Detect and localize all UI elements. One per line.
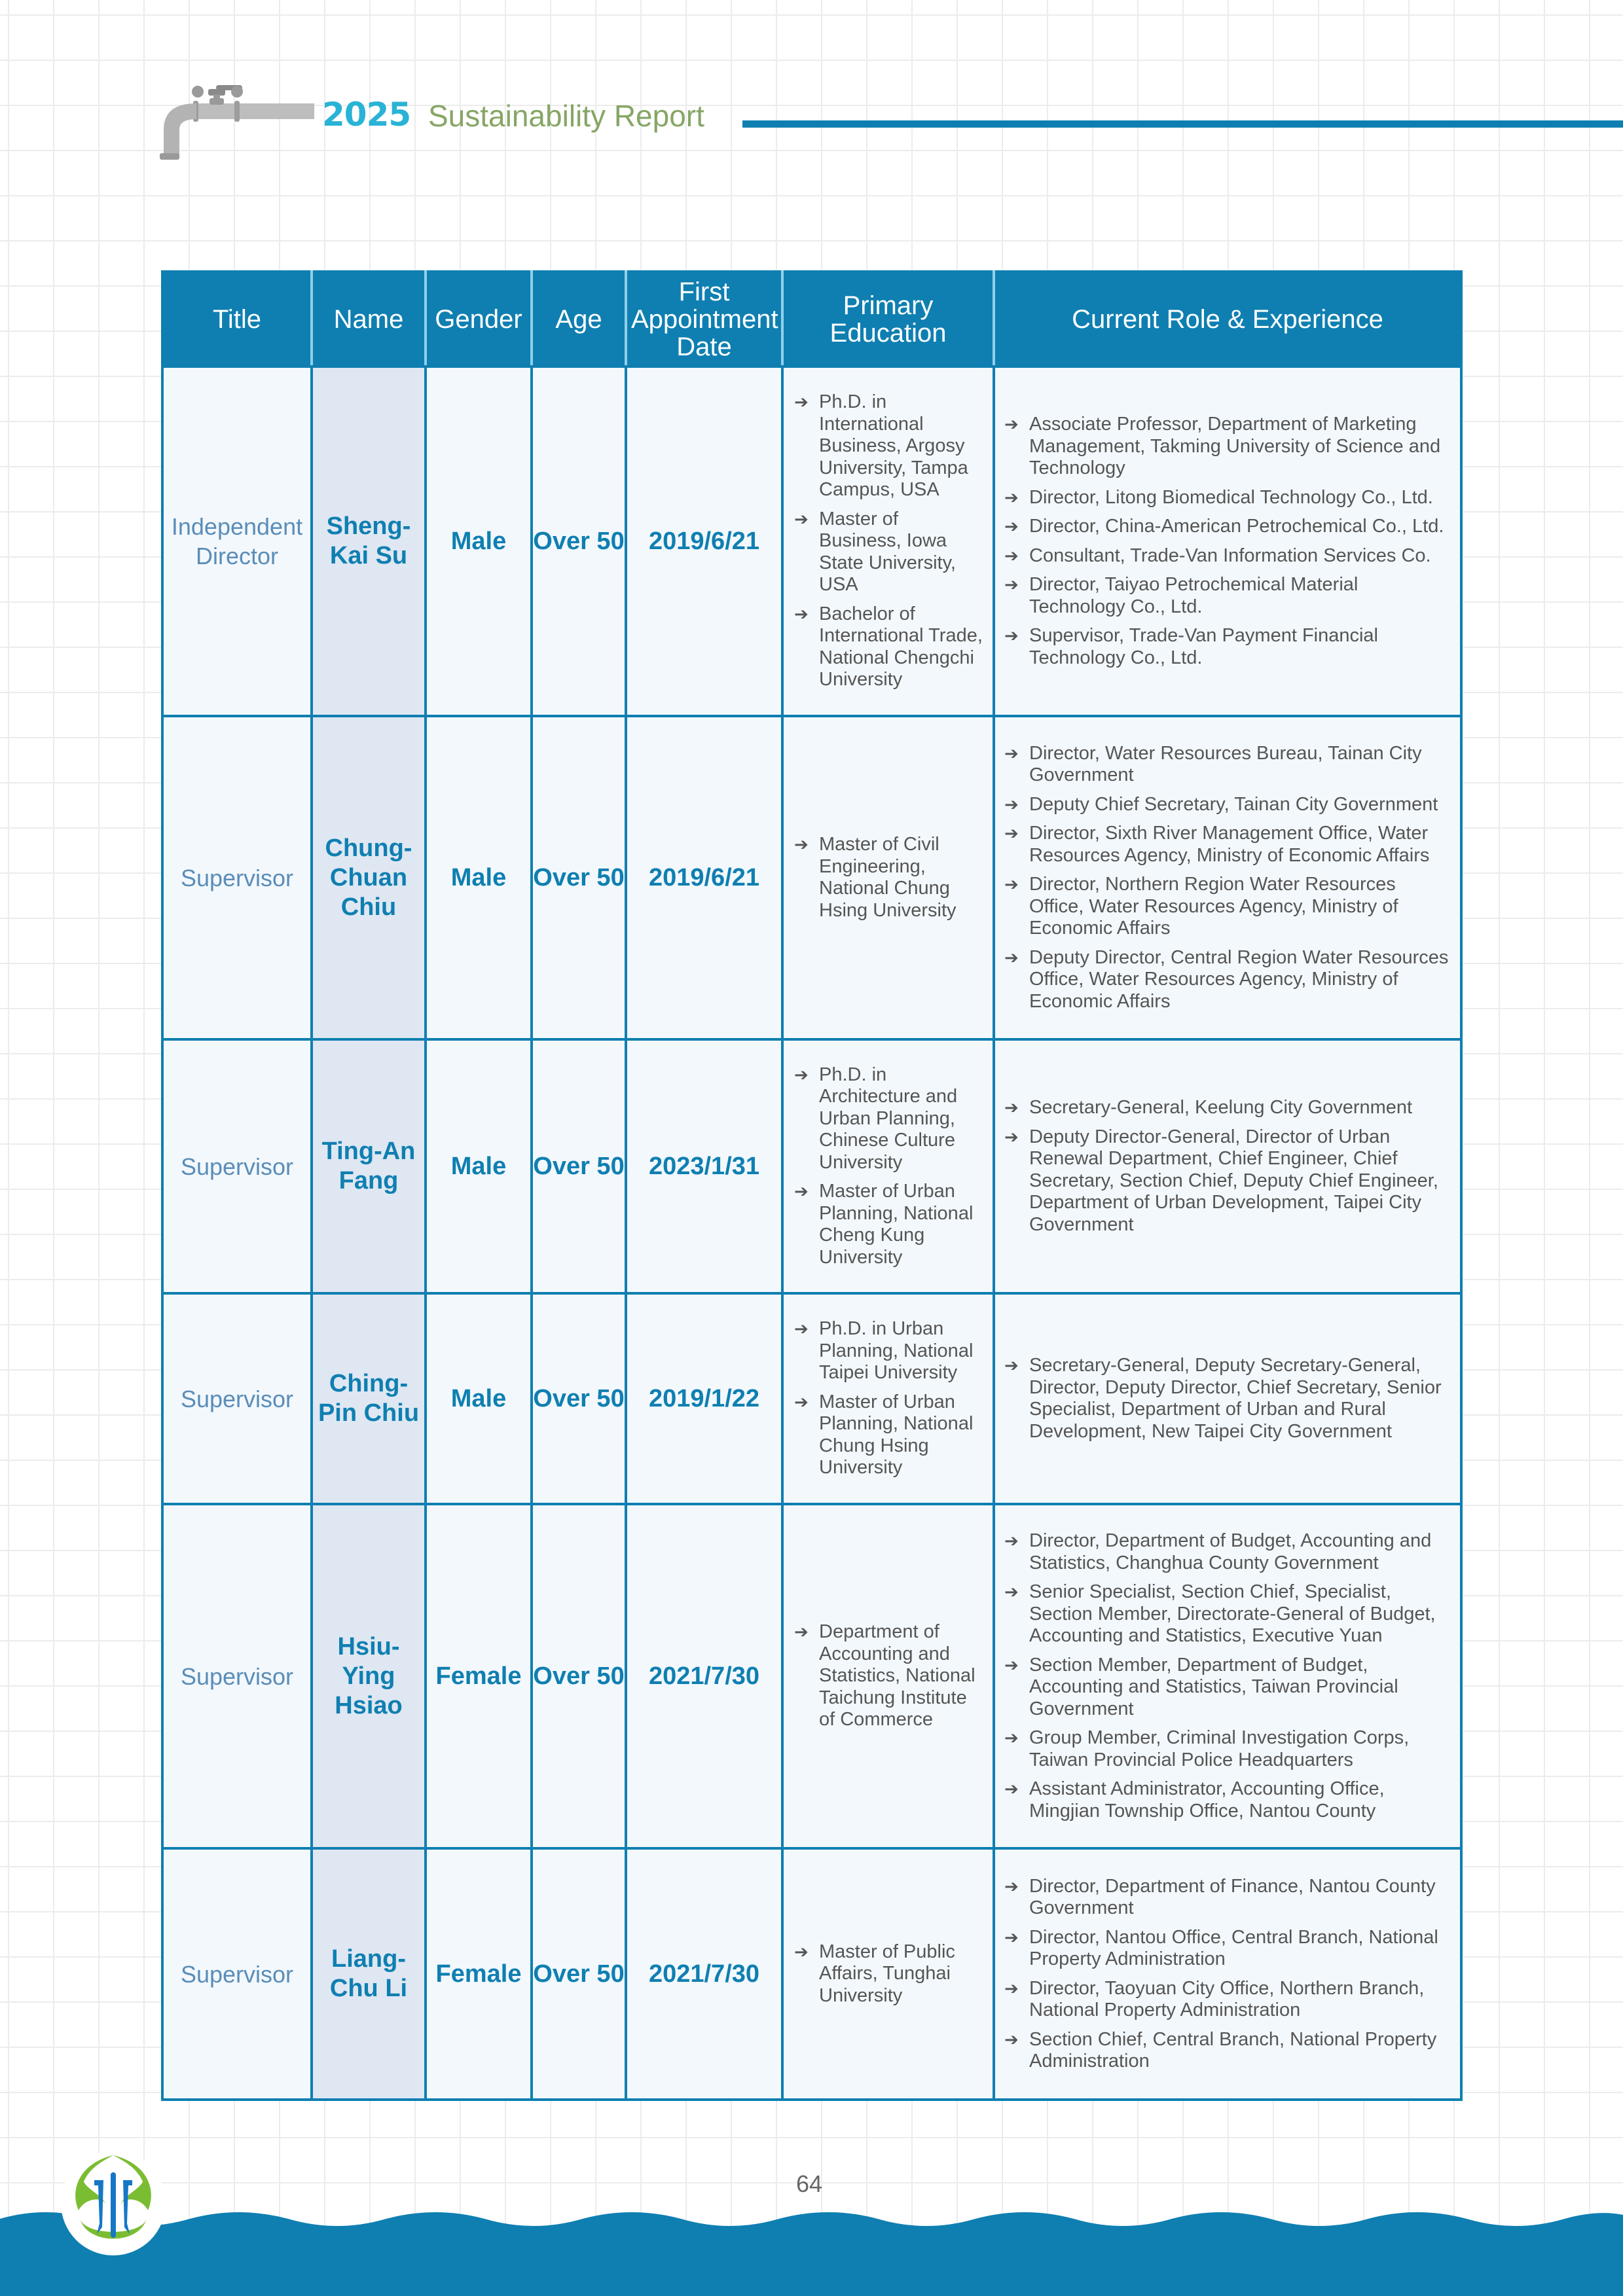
arrow-right-icon: ➔ [1004, 947, 1019, 967]
arrow-right-icon: ➔ [1004, 1876, 1019, 1896]
member-appointment-date: 2021/7/30 [626, 1504, 782, 1848]
experience-item [1004, 794, 1455, 816]
member-name: Sheng-Kai Su [312, 367, 426, 716]
member-appointment-date: 2019/1/22 [626, 1293, 782, 1504]
member-name: Ting-An Fang [312, 1039, 426, 1293]
table-row [162, 1848, 1461, 2100]
board-members-table [161, 270, 1463, 2101]
experience-item [1004, 1778, 1455, 1822]
arrow-right-icon: ➔ [1004, 626, 1019, 645]
experience-item [1004, 1727, 1455, 1771]
member-experience [994, 1504, 1461, 1848]
experience-item [1004, 545, 1455, 567]
arrow-right-icon: ➔ [1004, 516, 1019, 536]
arrow-right-icon: ➔ [794, 1622, 809, 1642]
arrow-right-icon: ➔ [1004, 874, 1019, 895]
education-item [794, 1391, 985, 1479]
column-header-title: Title [162, 272, 312, 367]
experience-item [1004, 874, 1455, 940]
member-name: Chung-Chuan Chiu [312, 716, 426, 1039]
report-year: 2025 [322, 96, 411, 134]
arrow-right-icon: ➔ [1004, 1126, 1019, 1147]
arrow-right-icon: ➔ [794, 1181, 809, 1202]
arrow-right-icon: ➔ [794, 834, 809, 854]
member-title: Independent Director [162, 367, 312, 716]
member-title: Supervisor [162, 1848, 312, 2100]
experience-item [1004, 947, 1455, 1013]
member-experience [994, 716, 1461, 1039]
member-appointment-date: 2019/6/21 [626, 367, 782, 716]
experience-item [1004, 1355, 1455, 1443]
item-text: Senior Specialist, Section Chief, Specialist, Section Member, Directorate-General of Budget, Accounting and Statistics, Executive Yuan [1029, 1581, 1436, 1646]
arrow-right-icon: ➔ [1004, 1098, 1019, 1117]
member-gender: Male [426, 367, 532, 716]
experience-item [1004, 1876, 1455, 1920]
arrow-right-icon: ➔ [794, 1941, 809, 1962]
experience-item [1004, 2029, 1455, 2073]
arrow-right-icon: ➔ [1004, 743, 1019, 763]
member-age: Over 50 [532, 716, 626, 1039]
arrow-right-icon: ➔ [1004, 575, 1019, 594]
experience-item [1004, 1097, 1455, 1119]
item-text: Director, Department of Budget, Accounting and Statistics, Changhua County Government [1029, 1530, 1432, 1573]
member-gender: Male [426, 1293, 532, 1504]
table-row [162, 1293, 1461, 1504]
education-item [794, 603, 985, 691]
footer-wave [0, 2206, 1623, 2296]
item-text: Ph.D. in Architecture and Urban Planning, Chinese Culture University [819, 1064, 958, 1173]
column-header-current-role: Current Role & Experience [994, 272, 1461, 367]
item-text: Director, Sixth River Management Office, Water Resources Agency, Ministry of Economic Affairs [1029, 823, 1430, 866]
arrow-right-icon: ➔ [1004, 1978, 1019, 1998]
column-header-first-appointment-date: First Appointment Date [626, 272, 782, 367]
table-row [162, 1039, 1461, 1293]
experience-item [1004, 823, 1455, 867]
education-item [794, 834, 985, 922]
arrow-right-icon: ➔ [1004, 1655, 1019, 1675]
item-text: Master of Urban Planning, National Chung Hsing University [819, 1391, 974, 1479]
experience-item [1004, 1126, 1455, 1236]
arrow-right-icon: ➔ [1004, 794, 1019, 814]
member-experience [994, 1848, 1461, 2100]
experience-item [1004, 487, 1455, 509]
header-rule [742, 120, 1623, 128]
member-appointment-date: 2021/7/30 [626, 1848, 782, 2100]
company-logo-icon [60, 2150, 166, 2256]
column-header-gender: Gender [426, 272, 532, 367]
member-gender: Male [426, 1039, 532, 1293]
arrow-right-icon: ➔ [1004, 2029, 1019, 2049]
arrow-right-icon: ➔ [1004, 1531, 1019, 1551]
arrow-right-icon: ➔ [1004, 1927, 1019, 1947]
item-text: Director, Taoyuan City Office, Northern Branch, National Property Administration [1029, 1977, 1425, 2020]
item-text: Section Member, Department of Budget, Accounting and Statistics, Taiwan Provincial Government [1029, 1654, 1398, 1719]
member-experience [994, 1039, 1461, 1293]
arrow-right-icon: ➔ [1004, 823, 1019, 844]
column-header-age: Age [532, 272, 626, 367]
item-text: Director, Northern Region Water Resources Office, Water Resources Agency, Ministry of Economic Affairs [1029, 874, 1398, 939]
member-title: Supervisor [162, 1039, 312, 1293]
item-text: Director, Water Resources Bureau, Tainan City Government [1029, 742, 1422, 786]
item-text: Group Member, Criminal Investigation Corps, Taiwan Provincial Police Headquarters [1029, 1727, 1410, 1770]
member-education [782, 1848, 994, 2100]
table-row [162, 367, 1461, 716]
experience-item [1004, 1530, 1455, 1574]
item-text: Master of Urban Planning, National Cheng Kung University [819, 1181, 974, 1268]
item-text: Secretary-General, Deputy Secretary-General, Director, Deputy Director, Chief Secretary, Senior Specialist, Department of Urban and Rural Development, New Taipei City Government [1029, 1355, 1442, 1442]
arrow-right-icon: ➔ [794, 1064, 809, 1085]
item-text: Deputy Director, Central Region Water Resources Office, Water Resources Agency, Ministry of Economic Affairs [1029, 946, 1449, 1012]
member-name: Liang-Chu Li [312, 1848, 426, 2100]
member-age: Over 50 [532, 1039, 626, 1293]
member-title: Supervisor [162, 716, 312, 1039]
member-education [782, 716, 994, 1039]
member-education [782, 367, 994, 716]
member-gender: Male [426, 716, 532, 1039]
education-item [794, 391, 985, 501]
item-text: Director, Department of Finance, Nantou County Government [1029, 1875, 1436, 1918]
arrow-right-icon: ➔ [1004, 1779, 1019, 1799]
education-item [794, 1621, 985, 1731]
member-name: Hsiu-Ying Hsiao [312, 1504, 426, 1848]
table-row [162, 716, 1461, 1039]
experience-item [1004, 414, 1455, 480]
item-text: Master of Public Affairs, Tunghai University [819, 1941, 955, 2006]
item-text: Associate Professor, Department of Marketing Management, Takming University of Science and Technology [1029, 414, 1441, 478]
member-education [782, 1039, 994, 1293]
faucet-icon [157, 84, 314, 162]
member-education [782, 1504, 994, 1848]
experience-item [1004, 516, 1455, 538]
arrow-right-icon: ➔ [794, 1391, 809, 1412]
arrow-right-icon: ➔ [1004, 1355, 1019, 1375]
member-gender: Female [426, 1504, 532, 1848]
experience-item [1004, 743, 1455, 787]
arrow-right-icon: ➔ [1004, 1582, 1019, 1602]
member-age: Over 50 [532, 367, 626, 716]
member-age: Over 50 [532, 1504, 626, 1848]
column-header-name: Name [312, 272, 426, 367]
page-number: 64 [796, 2170, 823, 2197]
member-experience [994, 367, 1461, 716]
item-text: Master of Business, Iowa State University, USA [819, 508, 956, 596]
member-experience [994, 1293, 1461, 1504]
item-text: Supervisor, Trade-Van Payment Financial Technology Co., Ltd. [1029, 625, 1379, 668]
experience-item [1004, 574, 1455, 618]
education-item [794, 1181, 985, 1268]
table-header-row [162, 272, 1461, 367]
item-text: Master of Civil Engineering, National Chung Hsing University [819, 834, 957, 921]
column-header-primary-education: Primary Education [782, 272, 994, 367]
education-item [794, 509, 985, 596]
item-text: Secretary-General, Keelung City Government [1029, 1097, 1413, 1118]
item-text: Ph.D. in Urban Planning, National Taipei University [819, 1318, 974, 1384]
arrow-right-icon: ➔ [1004, 487, 1019, 507]
experience-item [1004, 1581, 1455, 1647]
experience-item [1004, 1655, 1455, 1721]
arrow-right-icon: ➔ [794, 392, 809, 412]
member-title: Supervisor [162, 1504, 312, 1848]
education-item [794, 1941, 985, 2007]
item-text: Director, China-American Petrochemical Co., Ltd. [1029, 516, 1444, 537]
item-text: Deputy Director-General, Director of Urban Renewal Department, Chief Engineer, Chief Secretary, Section Chief, Deputy Chief Engineer, Department of Urban Development, Taipei City Government [1029, 1126, 1438, 1235]
item-text: Assistant Administrator, Accounting Office, Mingjian Township Office, Nantou County [1029, 1778, 1385, 1821]
experience-item [1004, 1927, 1455, 1971]
education-item [794, 1318, 985, 1384]
item-text: Deputy Chief Secretary, Tainan City Government [1029, 793, 1438, 815]
member-age: Over 50 [532, 1293, 626, 1504]
arrow-right-icon: ➔ [1004, 545, 1019, 565]
item-text: Director, Nantou Office, Central Branch, National Property Administration [1029, 1926, 1438, 1969]
arrow-right-icon: ➔ [794, 1319, 809, 1339]
arrow-right-icon: ➔ [1004, 1728, 1019, 1748]
member-age: Over 50 [532, 1848, 626, 2100]
member-appointment-date: 2023/1/31 [626, 1039, 782, 1293]
item-text: Bachelor of International Trade, National Chengchi University [819, 603, 983, 691]
item-text: Ph.D. in International Business, Argosy University, Tampa Campus, USA [819, 391, 968, 501]
arrow-right-icon: ➔ [794, 509, 809, 529]
table-row [162, 1504, 1461, 1848]
member-education [782, 1293, 994, 1504]
member-name: Ching-Pin Chiu [312, 1293, 426, 1504]
item-text: Department of Accounting and Statistics, National Taichung Institute of Commerce [819, 1621, 976, 1731]
item-text: Section Chief, Central Branch, National Property Administration [1029, 2028, 1437, 2072]
arrow-right-icon: ➔ [1004, 414, 1019, 434]
education-item [794, 1064, 985, 1174]
item-text: Director, Litong Biomedical Technology Co., Ltd. [1029, 486, 1433, 508]
report-title: Sustainability Report [428, 99, 704, 133]
experience-item [1004, 625, 1455, 669]
experience-item [1004, 1978, 1455, 2022]
member-appointment-date: 2019/6/21 [626, 716, 782, 1039]
item-text: Director, Taiyao Petrochemical Material Technology Co., Ltd. [1029, 574, 1359, 617]
member-title: Supervisor [162, 1293, 312, 1504]
member-gender: Female [426, 1848, 532, 2100]
item-text: Consultant, Trade-Van Information Services Co. [1029, 545, 1431, 566]
arrow-right-icon: ➔ [794, 603, 809, 624]
